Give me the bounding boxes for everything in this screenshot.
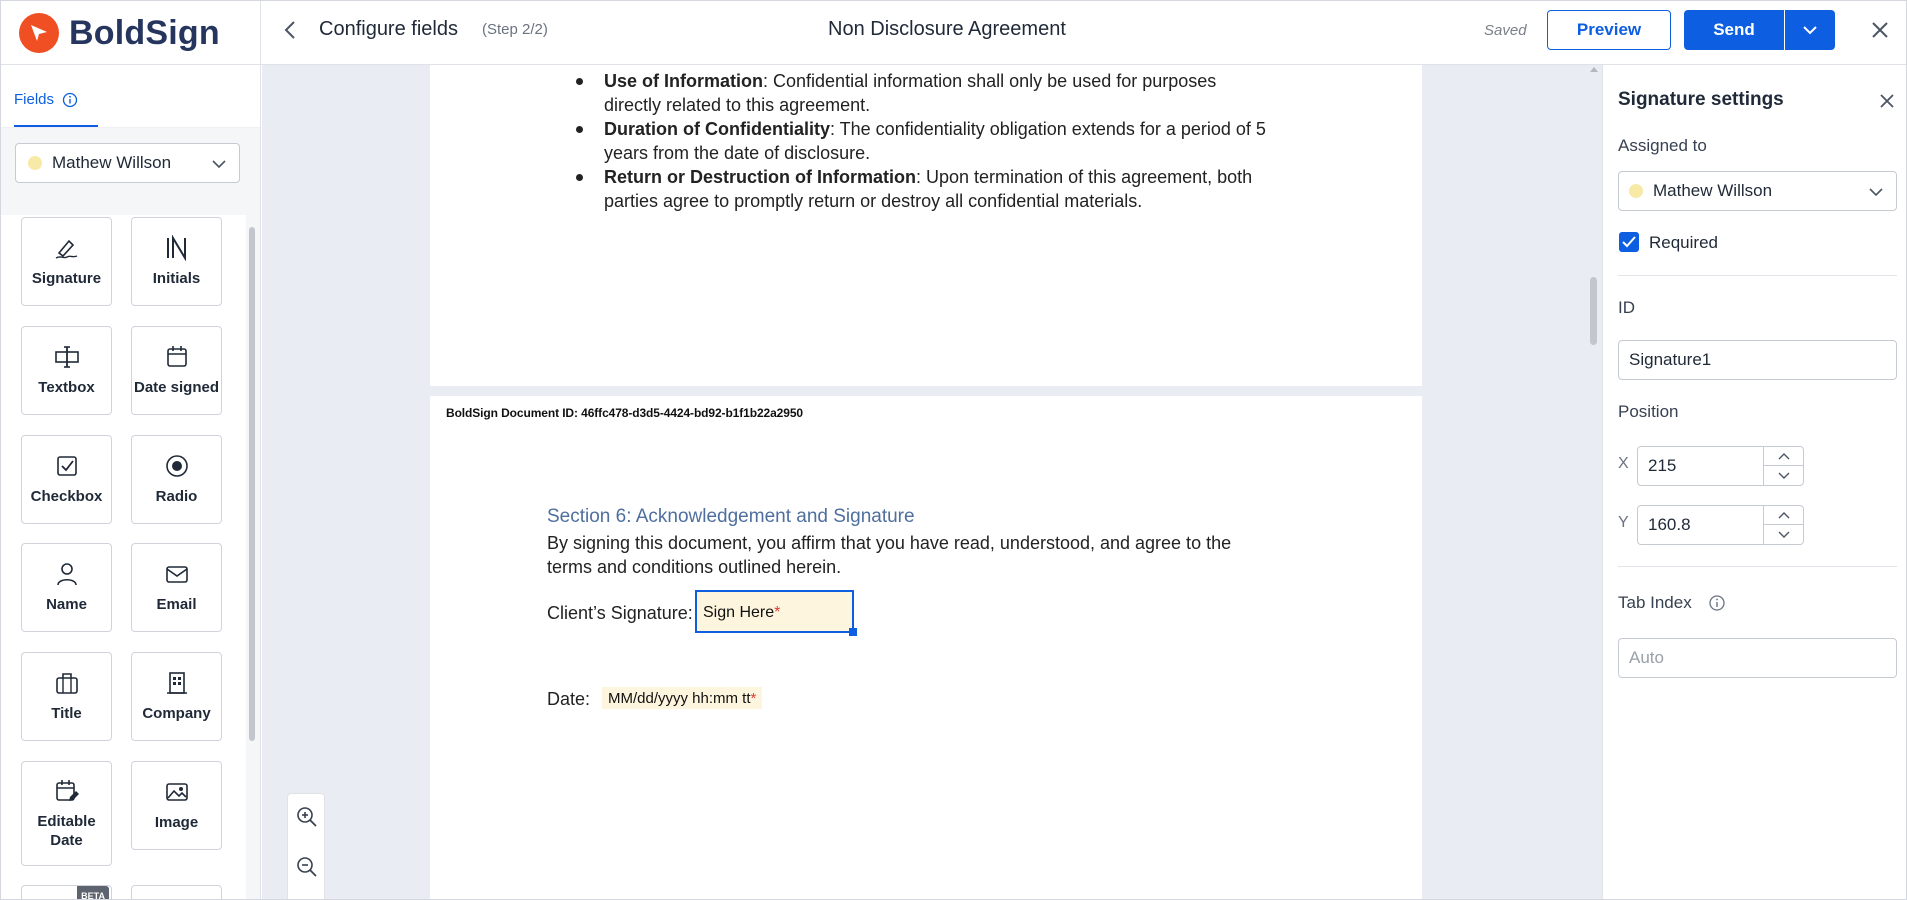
close-button[interactable] <box>1865 15 1895 45</box>
required-mark: * <box>750 690 757 707</box>
back-button[interactable] <box>275 15 305 45</box>
chevron-down-icon <box>1803 26 1817 35</box>
preview-button[interactable]: Preview <box>1547 10 1671 50</box>
document-canvas <box>262 65 1602 900</box>
y-stepper <box>1637 505 1804 545</box>
id-input[interactable] <box>1618 340 1897 380</box>
list-item <box>574 69 1274 117</box>
chevron-up-icon <box>1778 511 1790 519</box>
divider <box>1618 275 1897 276</box>
checkmark-icon <box>1622 236 1636 248</box>
mail-icon <box>164 561 190 587</box>
building-icon <box>164 670 190 696</box>
section-heading: Section 6: Acknowledgement and Signature <box>547 506 915 527</box>
signature-settings-panel <box>1602 65 1907 900</box>
fields-scrollbar[interactable] <box>248 213 256 900</box>
field-tile-label: Signature <box>31 270 102 287</box>
field-tile-label: Name <box>46 596 87 613</box>
textbox-icon <box>53 344 81 370</box>
tab-fields-label: Fields <box>14 91 55 108</box>
document-title: Non Disclosure Agreement <box>828 18 1066 40</box>
field-tile-more[interactable] <box>131 885 222 900</box>
field-tile-label: Radio <box>155 488 198 505</box>
beta-badge: BETA <box>77 886 109 900</box>
divider <box>1618 566 1897 567</box>
zoom-controls <box>287 793 325 900</box>
zoom-in-button[interactable] <box>292 802 322 832</box>
x-label: X <box>1618 455 1629 472</box>
info-icon[interactable] <box>1708 594 1726 617</box>
person-icon <box>54 561 80 587</box>
y-increment-button[interactable] <box>1764 506 1803 525</box>
tab-index-input[interactable] <box>1618 638 1897 678</box>
saved-status: Saved <box>1484 22 1527 39</box>
field-tile-name[interactable] <box>21 543 112 632</box>
field-tile-company[interactable] <box>131 652 222 741</box>
assigned-to-select[interactable] <box>1618 171 1897 211</box>
tab-index-label: Tab Index <box>1618 593 1692 612</box>
info-icon[interactable] <box>62 92 78 112</box>
chevron-down-icon <box>1778 472 1790 480</box>
boldsign-logo-icon <box>19 13 59 53</box>
field-tile-editable-date[interactable] <box>21 761 112 866</box>
date-signed-field[interactable] <box>602 687 762 709</box>
zoom-out-button[interactable] <box>292 852 322 882</box>
briefcase-icon <box>54 670 80 696</box>
close-icon <box>1879 93 1895 109</box>
field-tile-label: Date signed <box>133 379 220 396</box>
top-header <box>1 1 1907 65</box>
field-tile-label: Email <box>156 596 197 613</box>
checkbox-icon <box>54 453 80 479</box>
document-page <box>430 65 1422 386</box>
field-tile-date-signed[interactable] <box>131 326 222 415</box>
zoom-out-icon <box>296 856 318 878</box>
signature-label: Client’s Signature: <box>547 603 693 623</box>
list-item <box>574 117 1274 165</box>
section-body: By signing this document, you affirm that you have read, understood, and agree to the terms and conditions outlined herein. <box>547 533 1232 577</box>
page-title: Configure fields <box>319 18 458 40</box>
initials-icon <box>164 235 190 261</box>
signer-name: Mathew Willson <box>52 153 172 172</box>
x-decrement-button[interactable] <box>1764 466 1803 485</box>
field-tile-email[interactable] <box>131 543 222 632</box>
field-tile-label: Textbox <box>38 379 95 396</box>
list-item <box>574 165 1274 213</box>
field-tile-beta[interactable] <box>21 885 112 900</box>
required-checkbox[interactable] <box>1619 232 1639 252</box>
field-tile-textbox[interactable] <box>21 326 112 415</box>
date-label: Date: <box>547 689 591 709</box>
scrollbar-thumb[interactable] <box>249 227 255 741</box>
signature-field-text: Sign Here <box>703 604 775 621</box>
send-options-button[interactable] <box>1785 10 1835 50</box>
chevron-up-icon <box>1778 452 1790 460</box>
bullet-term: Return or Destruction of Information <box>604 167 916 187</box>
field-palette <box>1 215 246 900</box>
bullet-text: : Upon termination of this agreement, both parties agree to promptly return or destroy all confidential materials. <box>604 167 1253 211</box>
field-tile-label: Initials <box>152 270 201 287</box>
bullet-list <box>574 69 1274 213</box>
x-input[interactable] <box>1638 447 1765 485</box>
required-label: Required <box>1649 233 1718 252</box>
tab-fields[interactable] <box>14 91 98 127</box>
scrollbar-thumb[interactable] <box>1590 277 1597 345</box>
signature-icon <box>53 235 81 261</box>
date-field-text: MM/dd/yyyy hh:mm tt <box>608 690 751 707</box>
bullet-text: : The confidentiality obligation extends for a period of 5 years from the date of disclosure. <box>604 119 1266 163</box>
field-tile-radio[interactable] <box>131 435 222 524</box>
document-id: BoldSign Document ID: 46ffc478-d3d5-4424-bd92-b1f1b22a2950 <box>446 406 803 420</box>
y-label: Y <box>1618 514 1629 531</box>
brand-name: BoldSign <box>69 13 220 52</box>
field-tile-label: Company <box>142 705 211 722</box>
signer-select[interactable] <box>15 143 240 183</box>
x-increment-button[interactable] <box>1764 447 1803 466</box>
field-tile-label: Title <box>51 705 82 722</box>
y-spinner <box>1763 506 1803 544</box>
image-icon <box>164 779 190 805</box>
bullet-term: Use of Information <box>604 71 764 91</box>
field-tile-title[interactable] <box>21 652 112 741</box>
chevron-left-icon <box>283 20 297 40</box>
resize-handle[interactable] <box>849 628 857 636</box>
signer-color-dot <box>28 156 42 170</box>
signer-color-dot <box>1629 184 1643 198</box>
radio-icon <box>164 453 190 479</box>
chevron-down-icon <box>1778 531 1790 539</box>
field-tile-initials[interactable] <box>131 217 222 306</box>
bullet-term: Duration of Confidentiality <box>604 119 830 139</box>
send-button[interactable]: Send <box>1684 10 1784 50</box>
required-mark: * <box>774 604 781 621</box>
canvas-scrollbar[interactable] <box>1588 65 1600 900</box>
field-tile-image[interactable] <box>131 761 222 850</box>
settings-title: Signature settings <box>1618 89 1784 110</box>
assigned-to-label: Assigned to <box>1618 136 1707 155</box>
settings-close-button[interactable] <box>1875 89 1899 113</box>
chevron-down-icon <box>211 156 227 172</box>
chevron-down-icon <box>1868 184 1884 200</box>
calendar-icon <box>164 344 190 370</box>
y-input[interactable] <box>1638 506 1765 544</box>
document-page <box>430 396 1422 900</box>
field-tile-checkbox[interactable] <box>21 435 112 524</box>
zoom-in-icon <box>296 806 318 828</box>
id-label: ID <box>1618 298 1635 317</box>
bullet-text: : Confidential information shall only be used for purposes directly related to this agreement. <box>604 71 1217 115</box>
assigned-to-value: Mathew Willson <box>1653 181 1773 200</box>
scroll-up-arrow[interactable] <box>1590 67 1598 72</box>
y-decrement-button[interactable] <box>1764 525 1803 544</box>
fields-panel <box>1 65 261 900</box>
edit-calendar-icon <box>54 778 80 804</box>
close-icon <box>1871 21 1889 39</box>
field-tile-label: Image <box>154 814 199 831</box>
brand <box>1 1 261 65</box>
field-tile-label: Checkbox <box>30 488 103 505</box>
position-label: Position <box>1618 402 1679 421</box>
x-stepper <box>1637 446 1804 486</box>
field-tile-signature[interactable] <box>21 217 112 306</box>
x-spinner <box>1763 447 1803 485</box>
step-indicator: (Step 2/2) <box>482 21 548 38</box>
field-tile-label: Editable Date <box>37 812 96 849</box>
signature-field[interactable] <box>695 590 854 633</box>
